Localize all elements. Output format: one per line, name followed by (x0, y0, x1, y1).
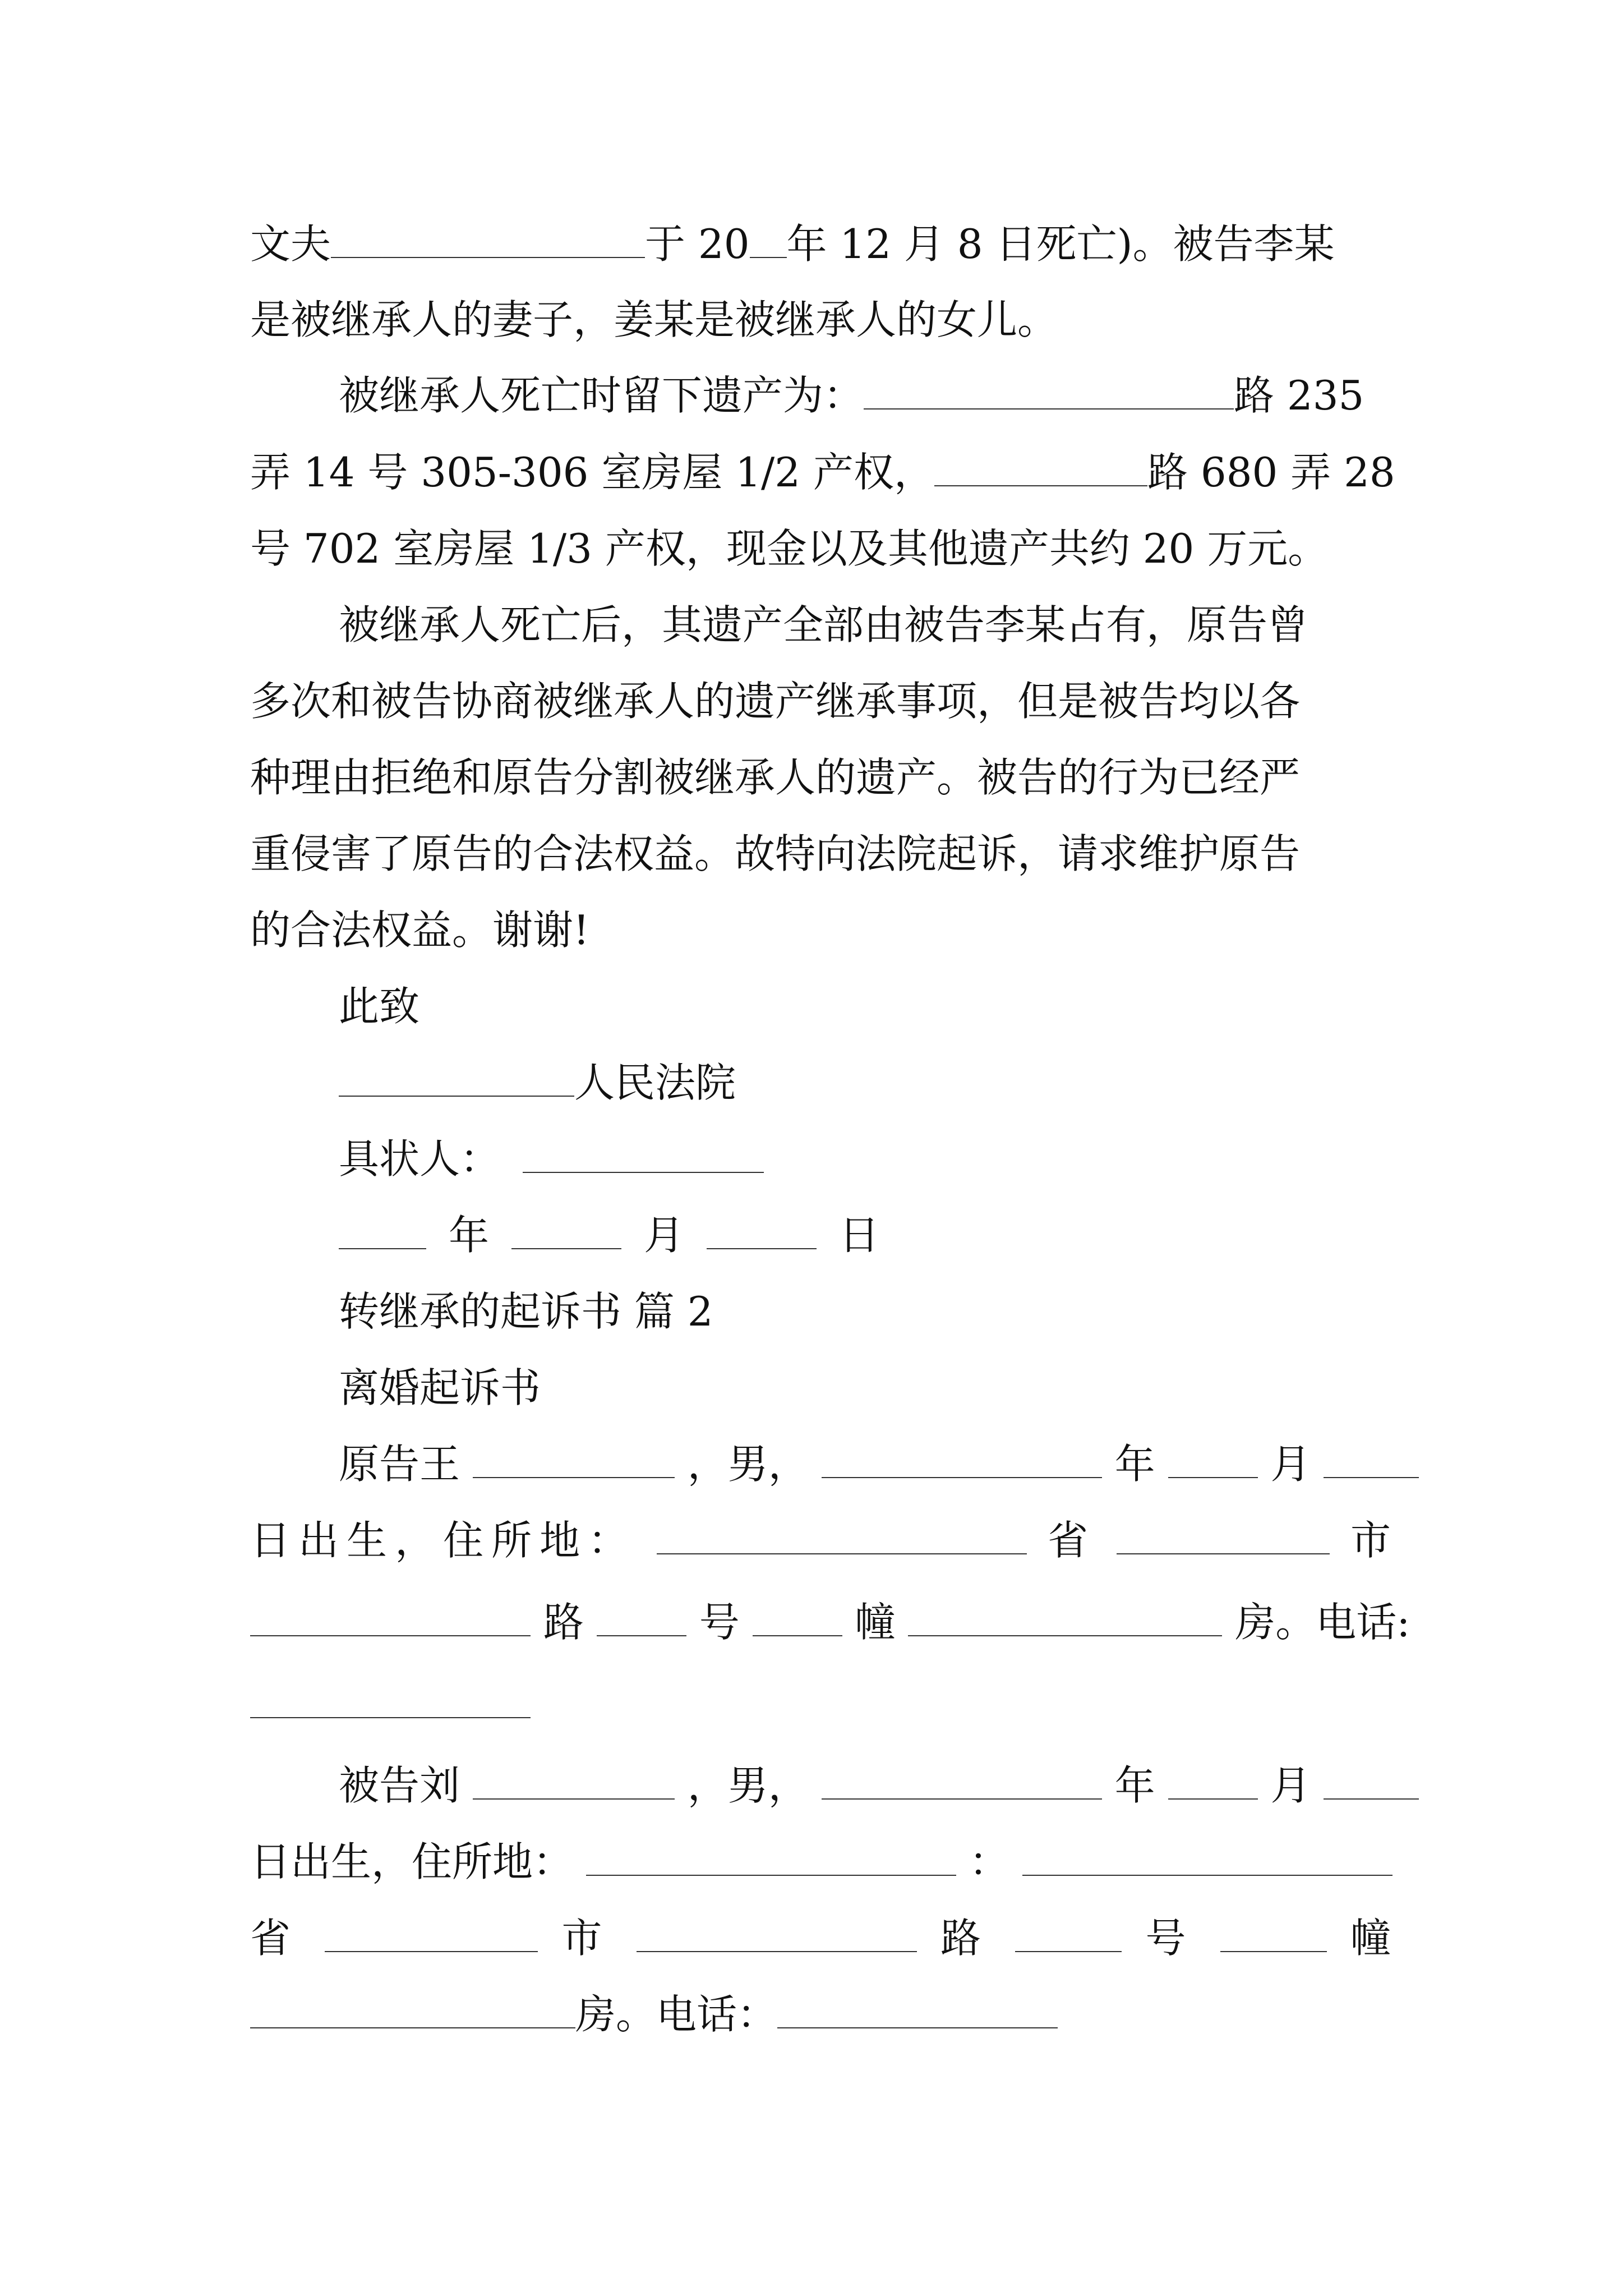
blank-field (864, 372, 1234, 409)
blank-field (637, 1915, 917, 1952)
blank-field (1015, 1915, 1122, 1952)
blank-field (822, 1763, 1102, 1800)
blank-field (339, 1060, 574, 1097)
text-line: 多次和被告协商被继承人的遗产继承事项，但是被告均以各 (250, 678, 1301, 725)
blank-field (511, 1212, 621, 1249)
blank-field (250, 1599, 531, 1636)
defendant-line: 房。电话： (250, 1986, 1391, 2042)
blank-field (250, 1681, 531, 1718)
plaintiff-line: 日出生，住所地： 省 市 (250, 1517, 1391, 1564)
closing-salutation: 此致 (339, 983, 420, 1030)
blank-field (1168, 1441, 1258, 1478)
blank-field (473, 1441, 675, 1478)
signer-line: 具状人： (339, 1131, 1391, 1187)
blank-field (523, 1136, 764, 1173)
blank-field (753, 1599, 842, 1636)
blank-field (1324, 1441, 1419, 1478)
blank-field (1168, 1763, 1258, 1800)
plaintiff-line: 路 号 幢 房。电话: (250, 1594, 1391, 1650)
defendant-line: 日出生，住所地： ： (250, 1834, 1391, 1890)
blank-field (473, 1763, 675, 1800)
blank-field (822, 1441, 1102, 1478)
blank-field (1324, 1763, 1419, 1800)
text-line: 弄 14 号 305-306 室房屋 1/2 产权， 路 680 弄 28 (250, 449, 1395, 496)
blank-field (325, 1915, 538, 1952)
blank-field (331, 221, 645, 258)
plaintiff-phone-line (250, 1676, 1391, 1732)
blank-field (586, 1839, 956, 1876)
blank-field (750, 221, 787, 258)
blank-field (250, 1991, 575, 2028)
text-line: 的合法权益。谢谢! (250, 907, 589, 954)
text-line: 号 702 室房屋 1/3 产权，现金以及其他遗产共约 20 万元。 (250, 525, 1329, 572)
blank-field (339, 1212, 426, 1249)
blank-field (657, 1517, 1027, 1554)
section-heading: 转继承的起诉书 篇 2 (339, 1288, 713, 1335)
date-line: 年 月 日 (339, 1207, 1391, 1263)
text-line: 被继承人死亡后，其遗产全部由被告李某占有，原告曾 (339, 601, 1308, 648)
text-line: 文夫 于 20 年 12 月 8 日死亡)。被告李某 (250, 220, 1335, 268)
blank-field (597, 1599, 686, 1636)
text-line: 被继承人死亡时留下遗产为： 路 235 (339, 372, 1364, 419)
blank-field (707, 1212, 817, 1249)
defendant-line: 被告刘 ，男， 年 月 (339, 1757, 1391, 1814)
plaintiff-line: 原告王 ，男， 年 月 (339, 1436, 1391, 1492)
blank-field (908, 1599, 1222, 1636)
blank-field (1022, 1839, 1393, 1876)
blank-field (934, 449, 1147, 486)
text-line: 种理由拒绝和原告分割被继承人的遗产。被告的行为已经严 (250, 754, 1301, 801)
court-line: 人民法院 (339, 1055, 1391, 1111)
blank-field (1117, 1517, 1330, 1554)
text-line: 重侵害了原告的合法权益。故特向法院起诉，请求维护原告 (250, 830, 1301, 877)
blank-field (1220, 1915, 1327, 1952)
text-line: 是被继承人的妻子，姜某是被继承人的女儿。 (250, 296, 1058, 343)
document-title: 离婚起诉书 (339, 1364, 541, 1411)
blank-field (777, 1991, 1058, 2028)
defendant-line: 省 市 路 号 幢 (250, 1915, 1391, 1962)
